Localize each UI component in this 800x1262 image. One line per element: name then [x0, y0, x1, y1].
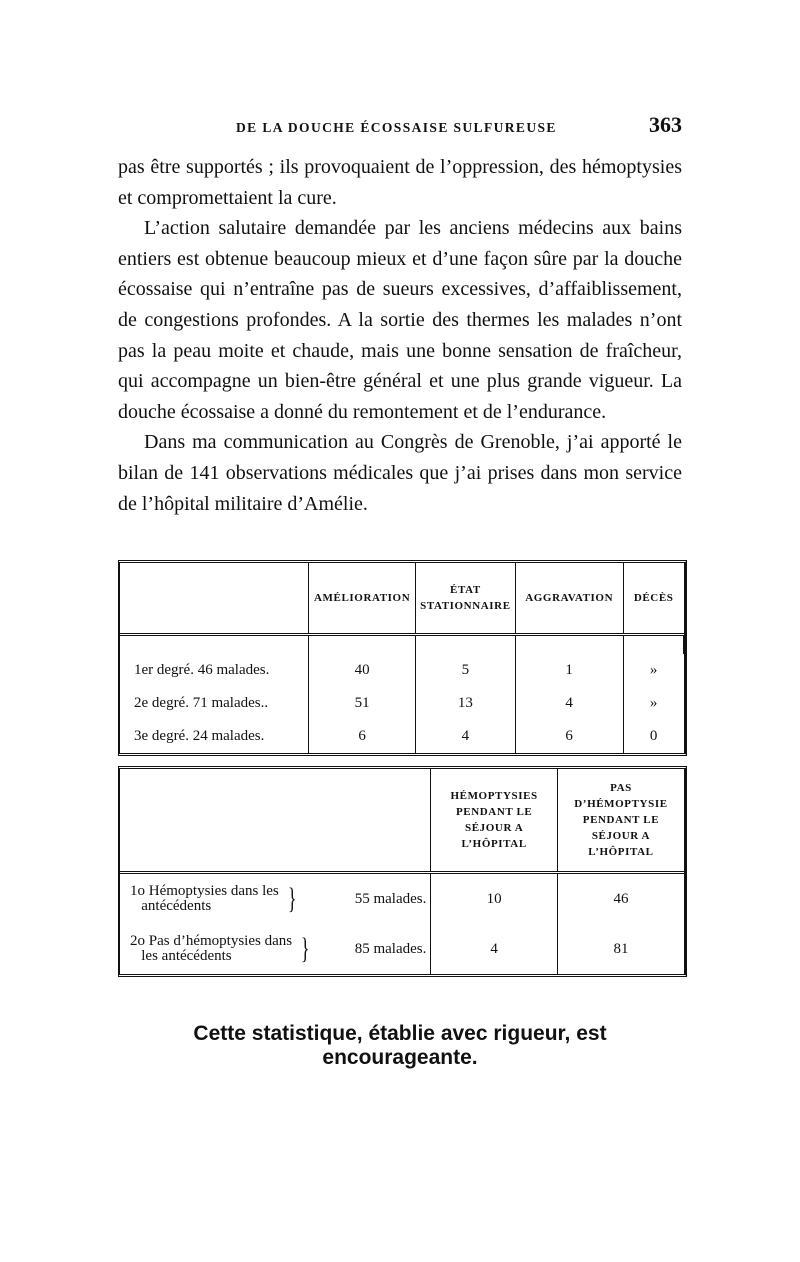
cell: 6 [309, 720, 416, 753]
cell: 51 [309, 687, 416, 720]
cell: 4 [515, 687, 623, 720]
cell: » [649, 662, 658, 678]
conclusion-text: Cette statistique, établie avec rigueur, est encourageante. [193, 1022, 607, 1069]
cell: 13 [416, 687, 515, 720]
cell: 4 [416, 720, 515, 753]
cell: 40 [309, 654, 416, 687]
results-by-degree-table [118, 560, 687, 756]
running-head [118, 114, 682, 144]
row-label [120, 873, 318, 925]
brace-icon: } [287, 882, 297, 915]
table-row [120, 720, 684, 753]
cell: 81 [613, 940, 629, 957]
cell: 0 [649, 728, 658, 744]
row-label-line: les antécédents [141, 948, 232, 964]
cell: 6 [515, 720, 623, 753]
row-label: 2e degré. 71 malades.. [120, 687, 309, 720]
page-number: 363 [649, 112, 682, 137]
cell: 46 [613, 890, 629, 907]
row-label-line: 1o Hémoptysies dans les [130, 883, 279, 899]
table-row [120, 687, 684, 720]
row-label-line: 2o Pas d’hémoptysies dans [130, 933, 293, 949]
row-count: 55 malades. [318, 873, 431, 925]
row-label [120, 924, 318, 974]
column-header: AGGRAVATION [515, 563, 623, 635]
table-row [120, 654, 684, 687]
cell: » [649, 695, 658, 711]
hemoptysis-table [118, 766, 687, 977]
row-count: 85 malades. [318, 924, 431, 974]
column-header: AMÉLIORATION [309, 563, 416, 635]
paragraph: pas être supportés ; ils provoquaient de l’oppression, des hémoptysies et compromettaient la cure. [118, 156, 682, 209]
cell: 10 [431, 873, 558, 925]
table-row [120, 873, 684, 925]
cell: 4 [431, 924, 558, 974]
paragraph: L’action salutaire demandée par les anciens médecins aux bains entiers est obtenue beaucoup mieux et d’une façon sûre par la douche écossaise qui n’entraîne pas de sueurs excessives, d’affaiblissement, de congestions profondes. A la sortie des thermes les malades n’ont pas la peau moite et chaude, mais une bonne sensation de fraîcheur, qui accompagne un bien-être général et une plus grande vigueur. La douche écossaise a donné du remontement et de l’endurance. [118, 217, 682, 423]
cell: 5 [416, 654, 515, 687]
row-label: 3e degré. 24 malades. [120, 720, 309, 753]
running-title: DE LA DOUCHE ÉCOSSAISE SULFUREUSE [236, 120, 557, 135]
table-corner-cell [120, 769, 431, 873]
row-label-line: antécédents [141, 898, 212, 914]
column-header: ÉTAT STATIONNAIRE [416, 563, 515, 635]
body-text [118, 152, 682, 519]
table-row [120, 924, 684, 974]
brace-icon: } [300, 932, 310, 965]
column-header: DÉCÈS [623, 563, 683, 635]
row-label: 1er degré. 46 malades. [120, 654, 309, 687]
column-header: PAS D’HÉMOPTYSIE PENDANT LE SÉJOUR A L’HÔPITAL [557, 769, 684, 873]
cell: 1 [515, 654, 623, 687]
column-header: HÉMOPTYSIES PENDANT LE SÉJOUR A L’HÔPITAL [431, 769, 558, 873]
paragraph: Dans ma communication au Congrès de Grenoble, j’ai apporté le bilan de 141 observations médicales que j’ai prises dans mon service de l’hôpital militaire d’Amélie. [118, 431, 682, 515]
table-corner-cell [120, 563, 309, 635]
